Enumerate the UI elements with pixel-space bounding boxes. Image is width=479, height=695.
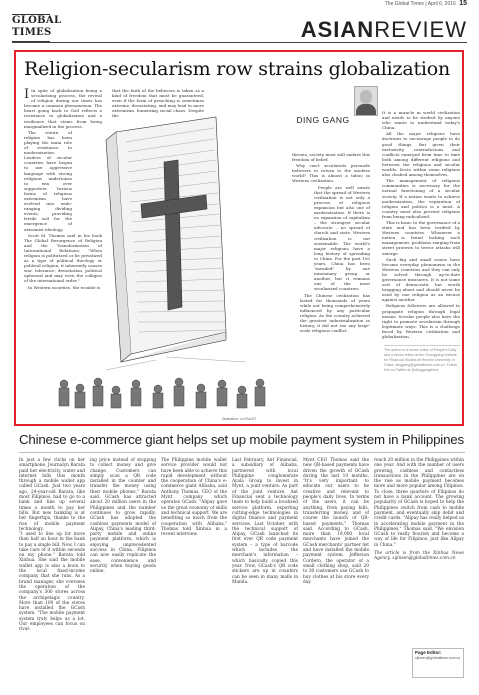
paragraph <box>24 88 102 129</box>
story-column-5: Last February, Ant Financial, a subsidiary of Alibaba, partnered with local Philippine conglomerate Ayala Group to invest in Mynt, a joint venture. As part of the joint venture, Ant Financial sent a technology team to help build a localized service platform, exporting cutting-edge technologies in digital finance and payment services. Last October, with the technical support of Alipay, GCash launched its first ever QR code payment system – a type of barcode which includes the merchant's information – which basically copied this year. Now, GCash's QR code stickers are up in counters can be seen in many malls in Manila. <box>232 458 298 585</box>
story-column-6: Mynt CEO Thomas said the new QR-based payments have driven the growth of GCash during the last 10 months. "It's very important to educate our users to be creative and relevant to people's daily lives. In terms of the users, it can be anything, from paying bills, transferring money, and of course the launch of QR-based payments," Thomas said. According to GCash, more than 19,000 local merchants have joined the GCash merchants' partner list and have installed the mobile payment system. Jefferson Cordero, the operator of a small clothing shop, said 20 to 30 customers use GCash to buy clothes at his store every day. <box>303 458 369 585</box>
paragraph: In Western societies, the trouble is <box>28 284 101 290</box>
paragraph: The management of religious communities is necessary for the normal functioning of a secular society. If a nation wants to achieve modernization, the separation of religion and politics is a must. A country must also prevent religions from being radicalized. <box>382 178 460 219</box>
page-editor-box <box>412 648 464 678</box>
paragraph-text: In spite of globalization being a secularizing process, the revival of religion during our times has become a common phenomenon. The heart going back to God reflects a resistance to globalization and a resilience that stems from being marginalized in the process. <box>24 88 102 129</box>
section-title <box>301 17 467 43</box>
paragraph: The return of religion has been playing the main role of resistance to modernization. Leaders of secular countries have begun to use aggressive language with strong religious undertones to win over supporters. Various forms of religious extremism have evolved into wide-ranging dividing events, providing fertile soil for the emergence of extremist ideology. <box>24 129 72 232</box>
feature-column-1 <box>24 88 102 291</box>
paragraph: Such big and small issues have become everyday phenomena in the Western countries and they can only be solved through up-to-date governance measures. It is not some sort of democratic but worth bragging about and should never be used by one religion as an excuse against another. <box>382 256 460 303</box>
story-column-2: "I used to line up for more than half an hour in the bank to pay a single bill. Now, I can take care of it within seconds on my phone," Barata told Xinhua. She said the mobile wallet app is also a boon to the local fixed-income company that she runs. As a brand manager, she oversees the operation of the company's 300 stores across the archipelagic country. More than 100 of the stores have installed the GCash system. "The mobile payment system truly helps us a lot. Our employees can focus on rival- <box>19 532 85 633</box>
feature-column-2 <box>112 88 204 120</box>
story-column-4: The Philippine mobile wallet service provider would not have been able to achieve this rapid development without the cooperation of China's e-commerce giant Alibaba, said Anthony Thomas, CEO of the Mynt company which operates GCash. "Alipay gave us the great economy of skills and technical support. We are benefiting so much from the cooperation with Alibaba," Thomas told Xinhua in a recent interview. <box>161 458 227 538</box>
illustration-credit: Illustration: Liu Rui/GT <box>222 417 257 421</box>
paragraph: Why can't secularists persuade believers to return to the modern world? This is almost a taboo in Western civilization. <box>292 163 370 184</box>
story-column-7 <box>374 458 464 562</box>
feature-headline: Religion-secularism row strains globalization <box>24 58 451 80</box>
section-title-bold: ASIAN <box>300 17 375 42</box>
author-note: The author is a senior editor of People's Daily and a senior fellow at the Chongyang Institute for Financial Studies at Renmin University of China. dinggang@globaltimes.com.cn. Follow him on Twitter at @dinggangchina <box>384 345 460 373</box>
dropcap: I <box>24 87 30 102</box>
paragraph: Scott M. Thomas said in his book The Global Resurgence of Religion and the Transformation of International Relations: "When religion is politicized or be privatized as a type of political theology or political religion, it inherently causes war, tolerance, devastation, political upheaval and may even the collapse of the international order." <box>24 232 102 284</box>
feature-article <box>14 50 464 426</box>
page-editor-title: Page Editor: <box>415 650 442 655</box>
paragraph: People are well aware that the spread of Western civilization is not only a process of religious expansion but also one of modernization. If there is no expansion of capitalism – the strongest secular advocate – no spread of church and state, Western civilization is not sustainable. The world's major religions have a long history of spreading to China. For the past 100 years, China has been "invaded" by one missionary group or another, but it remains one of the most secularized countries. <box>314 184 370 292</box>
paragraph: threats, society must still endure this freedom of belief. <box>292 152 370 163</box>
second-story-headline: Chinese e-commerce giant helps set up mobile payment system in Philippines <box>19 432 464 447</box>
page-date-line <box>12 0 467 10</box>
paragraph: It is a miracle in world civilization and needs to be studied by anyone who wants to understand today's China. <box>382 110 460 131</box>
paragraph: This is basic to the governance of a state and has been verified by Western countries. Whenever a nation is found lacking such management, problems ranging from street protests to terror attacks will emerge. <box>382 219 460 256</box>
paragraph: The Chinese civilization has lasted for thousands of years while not being comprehensively influenced by any particular religion. As the country achieved the greatest industrialization in history, it did not see any large-scale religious conflict. <box>300 292 370 334</box>
logo-line-1: GLOBAL <box>12 15 62 26</box>
sky-lines <box>106 357 246 370</box>
paragraph: All the major religions have doctrines to encourage people to do good things. But given their exclusivity, contradictions and conflicts emerged from time to time both among different religions and between the religious and secular worlds. Sects within some religions also clashed among themselves. <box>382 131 460 178</box>
header-rule <box>12 42 467 43</box>
feature-column-4 <box>382 110 460 340</box>
crowd-drawing <box>59 378 265 408</box>
logo-line-2: TIMES <box>12 27 52 38</box>
second-story-rule <box>19 452 465 453</box>
section-title-light: REVIEW <box>374 17 467 42</box>
byline: DING GANG <box>296 115 350 125</box>
author-photo-head <box>360 90 372 104</box>
page-editor-email: xijinsen@globaltimes.com.cn <box>415 655 461 660</box>
paragraph: that the faith of the believers is taken as a kind of freedom that must be guaranteed, even if the form of preaching is sometimes extreme, devastating, and may lead to more extremism, fomenting social chaos. Despite the <box>112 88 204 119</box>
story-column-1: In just a few clicks on her smartphone, Journalyn Barata paid her electricity, water and internet bills this month through a mobile wallet app called GCash. Just two years ago, 24-year-old Barata, like most Filipinos, had to go to a bank and line up several times a month to pay her bills. But new banking is at her fingertips, thanks to the rise of mobile payment technology. <box>19 458 85 532</box>
global-times-logo <box>12 14 62 42</box>
author-photo <box>354 86 378 116</box>
paragraph: Religious followers are allowed to propagate religion through legal means. Secular people also have the right to promote secularism through legitimate ways. This is a challenge faced by Western civilization and globalization. <box>382 303 460 340</box>
book-drawing <box>106 117 226 362</box>
story-column-3: ing price instead of stopping to collect money and give change. Customers can simply scan a QR code installed in the counter and transfer the money using their mobile phones," Barata said. GCash has attracted about 20 million users in the Philippines and the number continues to grow rapidly. GCash has adopted the cashless payments model of Alipay, China's leading third-party mobile and online payment platform, which is enjoying unprecedented success in China. Filipinos can now easily replicate the ease, convenience and security when buying goods online. <box>90 458 156 575</box>
source-note: The article is from the Xinhua News Agency. xijinsen@globaltimes.com.cn <box>374 551 464 562</box>
story-column-7-text: reach 20 million in the Philippines within one year. And with the number of users growing, cashless and contactless transactions in the Philippines are on the rise as mobile payment becomes more and more popular among Filipinos. To close, three quarters of Filipinos do not have a bank account. The growing popularity of GCash is hoped to help the Philippines switch from cash to mobile payment, and eventually skip debit and credit cards. "Alipay has really helped us in accelerating mobile payment in the Philippines," Thomas said. "We envision GCash to really flourish and become a way of life for Filipinos, just like Alipay in China." <box>374 458 464 548</box>
author-photo-body <box>356 104 376 116</box>
page-number: 15 <box>459 0 467 7</box>
paper-date: The Global Times | April 6, 2016 <box>384 1 456 7</box>
feature-column-3 <box>292 152 370 334</box>
